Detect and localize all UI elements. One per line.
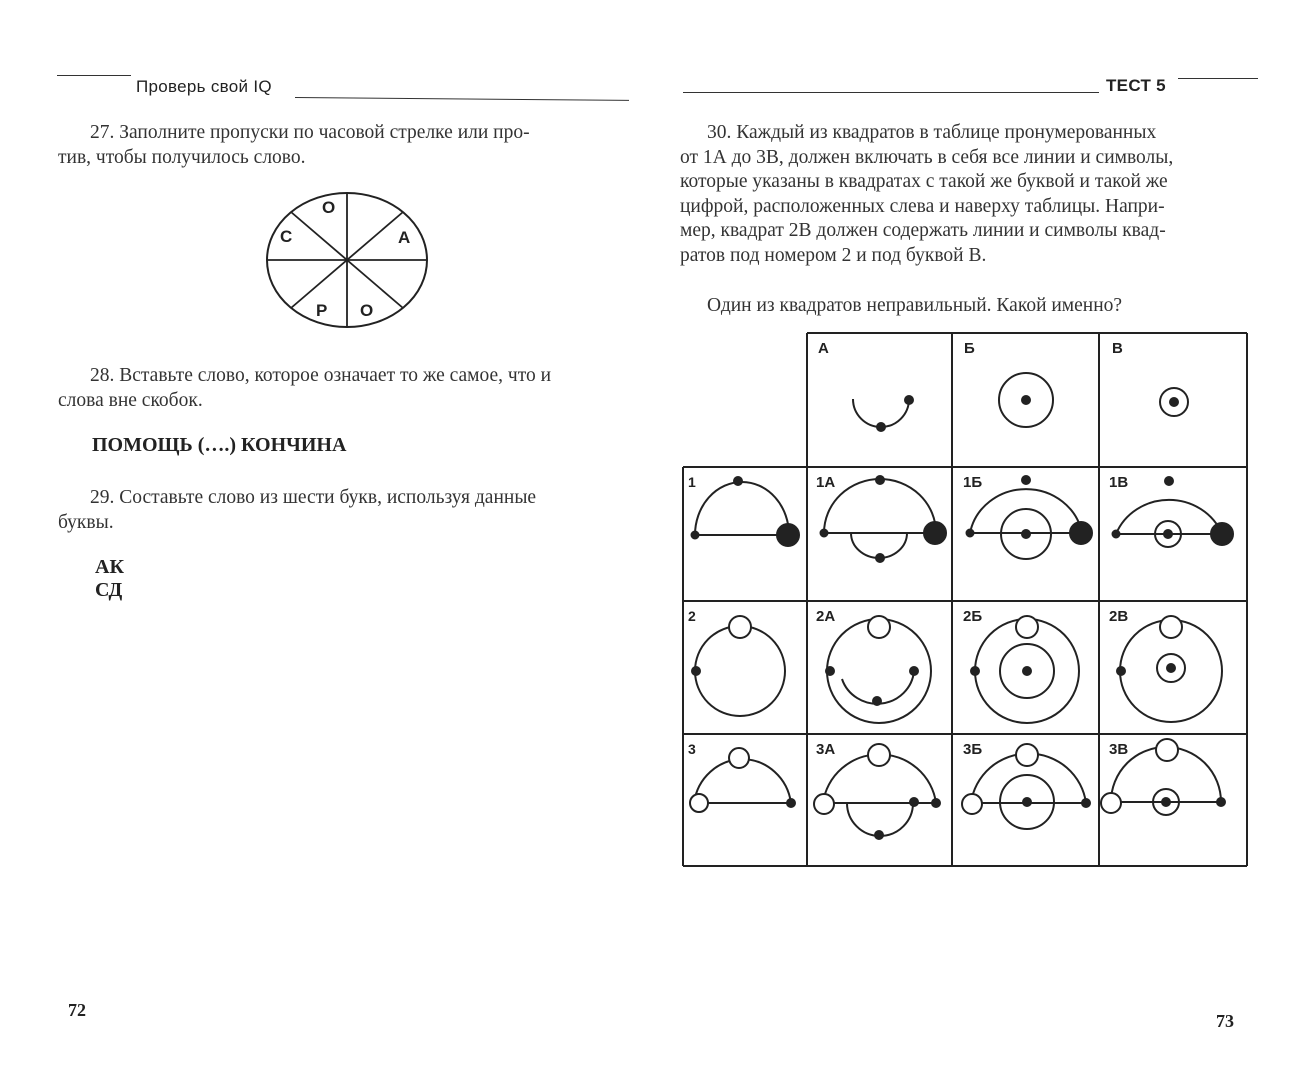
column-label-b: Б bbox=[964, 340, 975, 357]
right-page-number: 73 bbox=[1216, 1011, 1234, 1031]
cell-label-3a: 3А bbox=[816, 741, 836, 758]
cell-label-3b: 3Б bbox=[963, 741, 983, 758]
question-30-line-1: 30. Каждый из квадратов в таблице пронумерованных bbox=[707, 122, 1157, 143]
question-29-line-2: буквы. bbox=[58, 511, 114, 533]
cell-label-1a: 1А bbox=[816, 474, 836, 491]
cell-label-2a: 2А bbox=[816, 608, 836, 625]
letter-wheel bbox=[262, 188, 434, 334]
column-label-a: А bbox=[818, 340, 829, 357]
question-28-line-2: слова вне скобок. bbox=[58, 389, 203, 411]
wheel-letter-bottom-left: Р bbox=[316, 301, 328, 320]
figure-2 bbox=[692, 616, 785, 716]
row-label-2: 2 bbox=[688, 608, 696, 624]
right-running-header: ТЕСТ 5 bbox=[1106, 76, 1166, 95]
wheel-letter-top: О bbox=[322, 198, 336, 217]
question-30-line-5: мер, квадрат 2В должен содержать линии и символы квад- bbox=[680, 220, 1166, 241]
figure-b bbox=[999, 373, 1053, 427]
question-28-text bbox=[58, 364, 633, 413]
left-page-number: 72 bbox=[68, 1000, 86, 1020]
header-rule-right-long bbox=[683, 92, 1099, 93]
header-rule-right-short bbox=[1178, 78, 1258, 79]
question-29-text bbox=[58, 486, 633, 535]
figure-1v bbox=[1113, 477, 1234, 547]
row-label-1: 1 bbox=[688, 474, 696, 490]
row-label-3: 3 bbox=[688, 741, 696, 757]
question-30-line-4: цифрой, расположенных слева и наверху таблицы. Напри- bbox=[680, 195, 1165, 217]
question-29-letters-row-2: СД bbox=[95, 579, 123, 601]
question-28-line-1: 28. Вставьте слово, которое означает то же самое, что и bbox=[90, 365, 552, 386]
question-27-line-2: тив, чтобы получилось слово. bbox=[58, 146, 306, 168]
figure-2a bbox=[826, 616, 931, 723]
question-30-text bbox=[680, 121, 1260, 268]
figure-2v bbox=[1117, 616, 1222, 722]
cell-label-2b: 2Б bbox=[963, 608, 983, 625]
figure-3a bbox=[814, 744, 940, 839]
question-29-line-1: 29. Составьте слово из шести букв, используя данные bbox=[90, 487, 537, 508]
question-27-text bbox=[58, 121, 633, 170]
figure-1 bbox=[692, 477, 800, 546]
question-30-prompt: Один из квадратов неправильный. Какой именно? bbox=[707, 295, 1123, 316]
figure-1b bbox=[967, 476, 1093, 559]
figure-3 bbox=[690, 748, 795, 812]
figure-1a bbox=[821, 476, 947, 562]
question-27-line-1: 27. Заполните пропуски по часовой стрелке или про- bbox=[90, 122, 530, 143]
header-rule-left-long bbox=[295, 97, 629, 101]
question-30-line-2: от 1А до 3В, должен включать в себя все линии и символы, bbox=[680, 146, 1174, 168]
question-30-line-6: ратов под номером 2 и под буквой В. bbox=[680, 244, 987, 266]
column-label-v: В bbox=[1112, 340, 1123, 357]
left-running-header: Проверь свой IQ bbox=[136, 77, 272, 96]
wheel-letter-bottom-right: О bbox=[360, 301, 374, 320]
cell-label-3v: 3В bbox=[1109, 741, 1129, 758]
question-29-letters-row-1: АК bbox=[95, 556, 124, 578]
figure-v bbox=[1160, 388, 1188, 416]
question-30-line-3: которые указаны в квадратах с такой же буквой и такой же bbox=[680, 171, 1168, 192]
symbol-grid bbox=[681, 330, 1249, 868]
wheel-letter-left: С bbox=[280, 227, 293, 246]
figure-2b bbox=[971, 616, 1079, 723]
cell-label-1b: 1Б bbox=[963, 474, 983, 491]
header-rule-left-short bbox=[57, 75, 131, 76]
figure-a bbox=[853, 396, 913, 431]
cell-label-2v: 2В bbox=[1109, 608, 1129, 625]
wheel-letter-right: А bbox=[398, 228, 411, 247]
cell-label-1v: 1В bbox=[1109, 474, 1129, 491]
question-28-puzzle: ПОМОЩЬ (….) КОНЧИНА bbox=[92, 434, 347, 456]
